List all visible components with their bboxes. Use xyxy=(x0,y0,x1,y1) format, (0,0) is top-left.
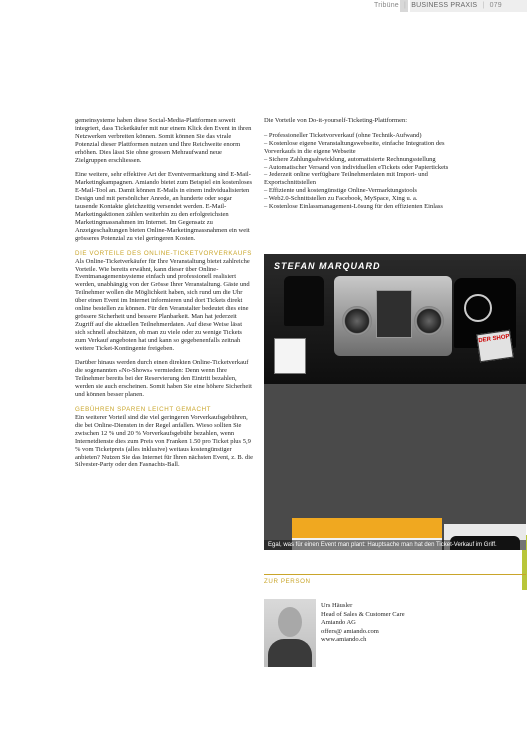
page-number: 079 xyxy=(489,2,502,9)
sticker-icon xyxy=(274,338,306,374)
list-item: – Professioneller Ticketvorverkauf (ohne Technik-Aufwand) xyxy=(264,131,422,139)
tshirt-icon xyxy=(284,276,324,326)
person-section-title: ZUR PERSON xyxy=(264,578,311,585)
list-item: – Web2.0-Schnittstellen zu Facebook, MySpace, Xing u. a. xyxy=(264,195,418,203)
person-name: Urs Häusler xyxy=(321,602,353,609)
paragraph-no-shows: Darüber hinaus werden durch einen direkten Online-Ticketverkauf die sogenannten «No-Shows» vermieden: Denn wenn Ihre Teilnehmer bereits bei der Reservierung den Eintritt bezahlen, werden sie auch erscheinen. Somit haben Sie eine höhere Sicherheit und können besser planen. xyxy=(75,359,252,399)
person-email: offers@ amiando.com xyxy=(321,627,379,635)
cassette-deck-icon xyxy=(376,290,412,338)
person-company: Amiando AG xyxy=(321,619,356,626)
header-label: Tribüne xyxy=(374,2,399,9)
speaker-icon xyxy=(342,306,372,336)
person-divider xyxy=(264,574,526,575)
header-section: BUSINESS PRAXIS xyxy=(411,2,478,9)
paragraph-email-marketing: Eine weitere, sehr effektive Art der Eventvermarktung sind E-Mail-Marketingkampagnen. Amiando bietet zum Beispiel ein kostenloses E-Mail-Tool an. Damit können E-Mails in einem individualisierten Design und mit persönlicher Anrede, an hunderte oder sogar tausende Kontakte gleichzeitig versendet werden. E-Mail-Marketingaktionen zählen weiterhin zu den erfolgreichsten Marketingmassnahmen im Internet. Im Gegensatz zu Anzeigeschaltungen bieten Online-Marketingmassnahmen ein weit grösseres Potenzial zu viel geringeren Kosten. xyxy=(75,171,253,242)
suit-icon xyxy=(268,639,312,667)
subhead-advantages: DIE VORTEILE DES ONLINE-TICKETVORVERKAUFS xyxy=(75,249,253,257)
left-column xyxy=(75,117,253,476)
shop-badge: DER SHOP xyxy=(476,330,514,362)
right-column xyxy=(264,117,464,211)
list-item: – Kostenlose Einlassmanagement-Lösung für den effizienten Einlass xyxy=(264,203,443,211)
list-item: – Jederzeit online verfügbare Teilnehmerdaten mit Import- und Exportschnittstellen xyxy=(264,171,428,187)
subhead-fees: GEBÜHREN SPAREN LEICHT GEMACHT xyxy=(75,406,212,413)
paragraph-fees: Ein weiterer Vorteil sind die viel geringeren Vorverkaufsgebühren, die bei Online-Diensten in der Regel anfallen. Wieso sollten Sie zwischen 12 % und 20 % Vorverkaufsgebühr bezahlen, wenn Internetdienste dies zum Preis von Franken 1.50 pro Ticket plus 5,9 % vom Ticketpreis (alles inklusive) weitaus kostengünstiger anbieten? Nutzen Sie das Internet für Ihren nächsten Event, z. B. die Silvester-Party oder den Fasnachts-Ball. xyxy=(75,414,253,469)
website-screenshot xyxy=(264,384,526,550)
speaker-icon xyxy=(414,306,444,336)
product-photo xyxy=(264,254,526,384)
face-icon xyxy=(278,607,302,637)
paragraph-advantages: Als Online-Ticketverkäufer für Ihre Veranstaltung bietet zahlreiche Vorteile. Wie bereits erwähnt, kann dieser über Online-Eventmanagementsysteme einfach und professionell realisiert werden, unabhängig von der Grösse Ihrer Veranstaltung. Gäste und Teilnehmer wollen die Möglichkeit haben, sich rund um die Uhr über einen Event im Internet informieren und dort Tickets direkt online bestellen zu können. Für den Veranstalter bedeutet dies eine grössere Sicherheit und bessere Planbarkeit. Man hat jederzeit Zugriff auf die aktuellen Teilnehmerdaten. Auf diese Weise lässt sich schnell abschätzen, ob man zu viele oder zu wenige Tickets zum Verkauf angeboten hat und kann so gegebenenfalls zeitnah weitere Ticket-Kontingente freigeben. xyxy=(75,257,250,352)
benefits-list xyxy=(264,132,464,211)
list-item: – Sichere Zahlungsabwicklung, automatisierte Rechnungsstellung xyxy=(264,155,436,163)
header-text: Tribüne | BUSINESS PRAXIS | 079 xyxy=(374,2,502,9)
list-item: – Effiziente und kostengünstige Online-Vermarktungstools xyxy=(264,187,417,195)
portrait-photo xyxy=(264,599,316,667)
list-item: – Automatischer Versand von individuellen eTickets oder Papiertickets xyxy=(264,163,449,171)
person-info xyxy=(321,602,501,645)
skull-logo-icon xyxy=(464,294,492,322)
intro-paragraph: gemeinsysteme haben diese Social-Media-Plattformen soweit integriert, dass Ticketkäufer mit nur einem Klick den Event in ihren Netzwerken verbreiten können. Somit können Sie das virale Potenzial dieser Plattformen nutzen und Ihre Reichweite enorm erhöhen. Dies lässt Sie ohne grossen Mehraufwand neue Zielgruppen erschliessen. xyxy=(75,117,252,164)
list-item: – Kostenlose eigene Veranstaltungswebseite, einfache Integration des Vorverkaufs in die eigene Webseite xyxy=(264,139,445,155)
article-image xyxy=(264,254,526,550)
person-role: Head of Sales & Customer Care xyxy=(321,610,405,618)
boombox-icon xyxy=(334,276,452,356)
image-title: STEFAN MARQUARD xyxy=(274,261,381,271)
image-caption: Egal, was für einen Event man plant: Hauptsache man hat den Ticket-Verkauf im Griff. xyxy=(264,540,526,550)
list-intro: Die Vorteile von Do-it-yourself-Ticketing-Plattformen: xyxy=(264,117,408,124)
person-website: www.amiando.ch xyxy=(321,636,367,643)
event-page-header xyxy=(292,518,442,538)
